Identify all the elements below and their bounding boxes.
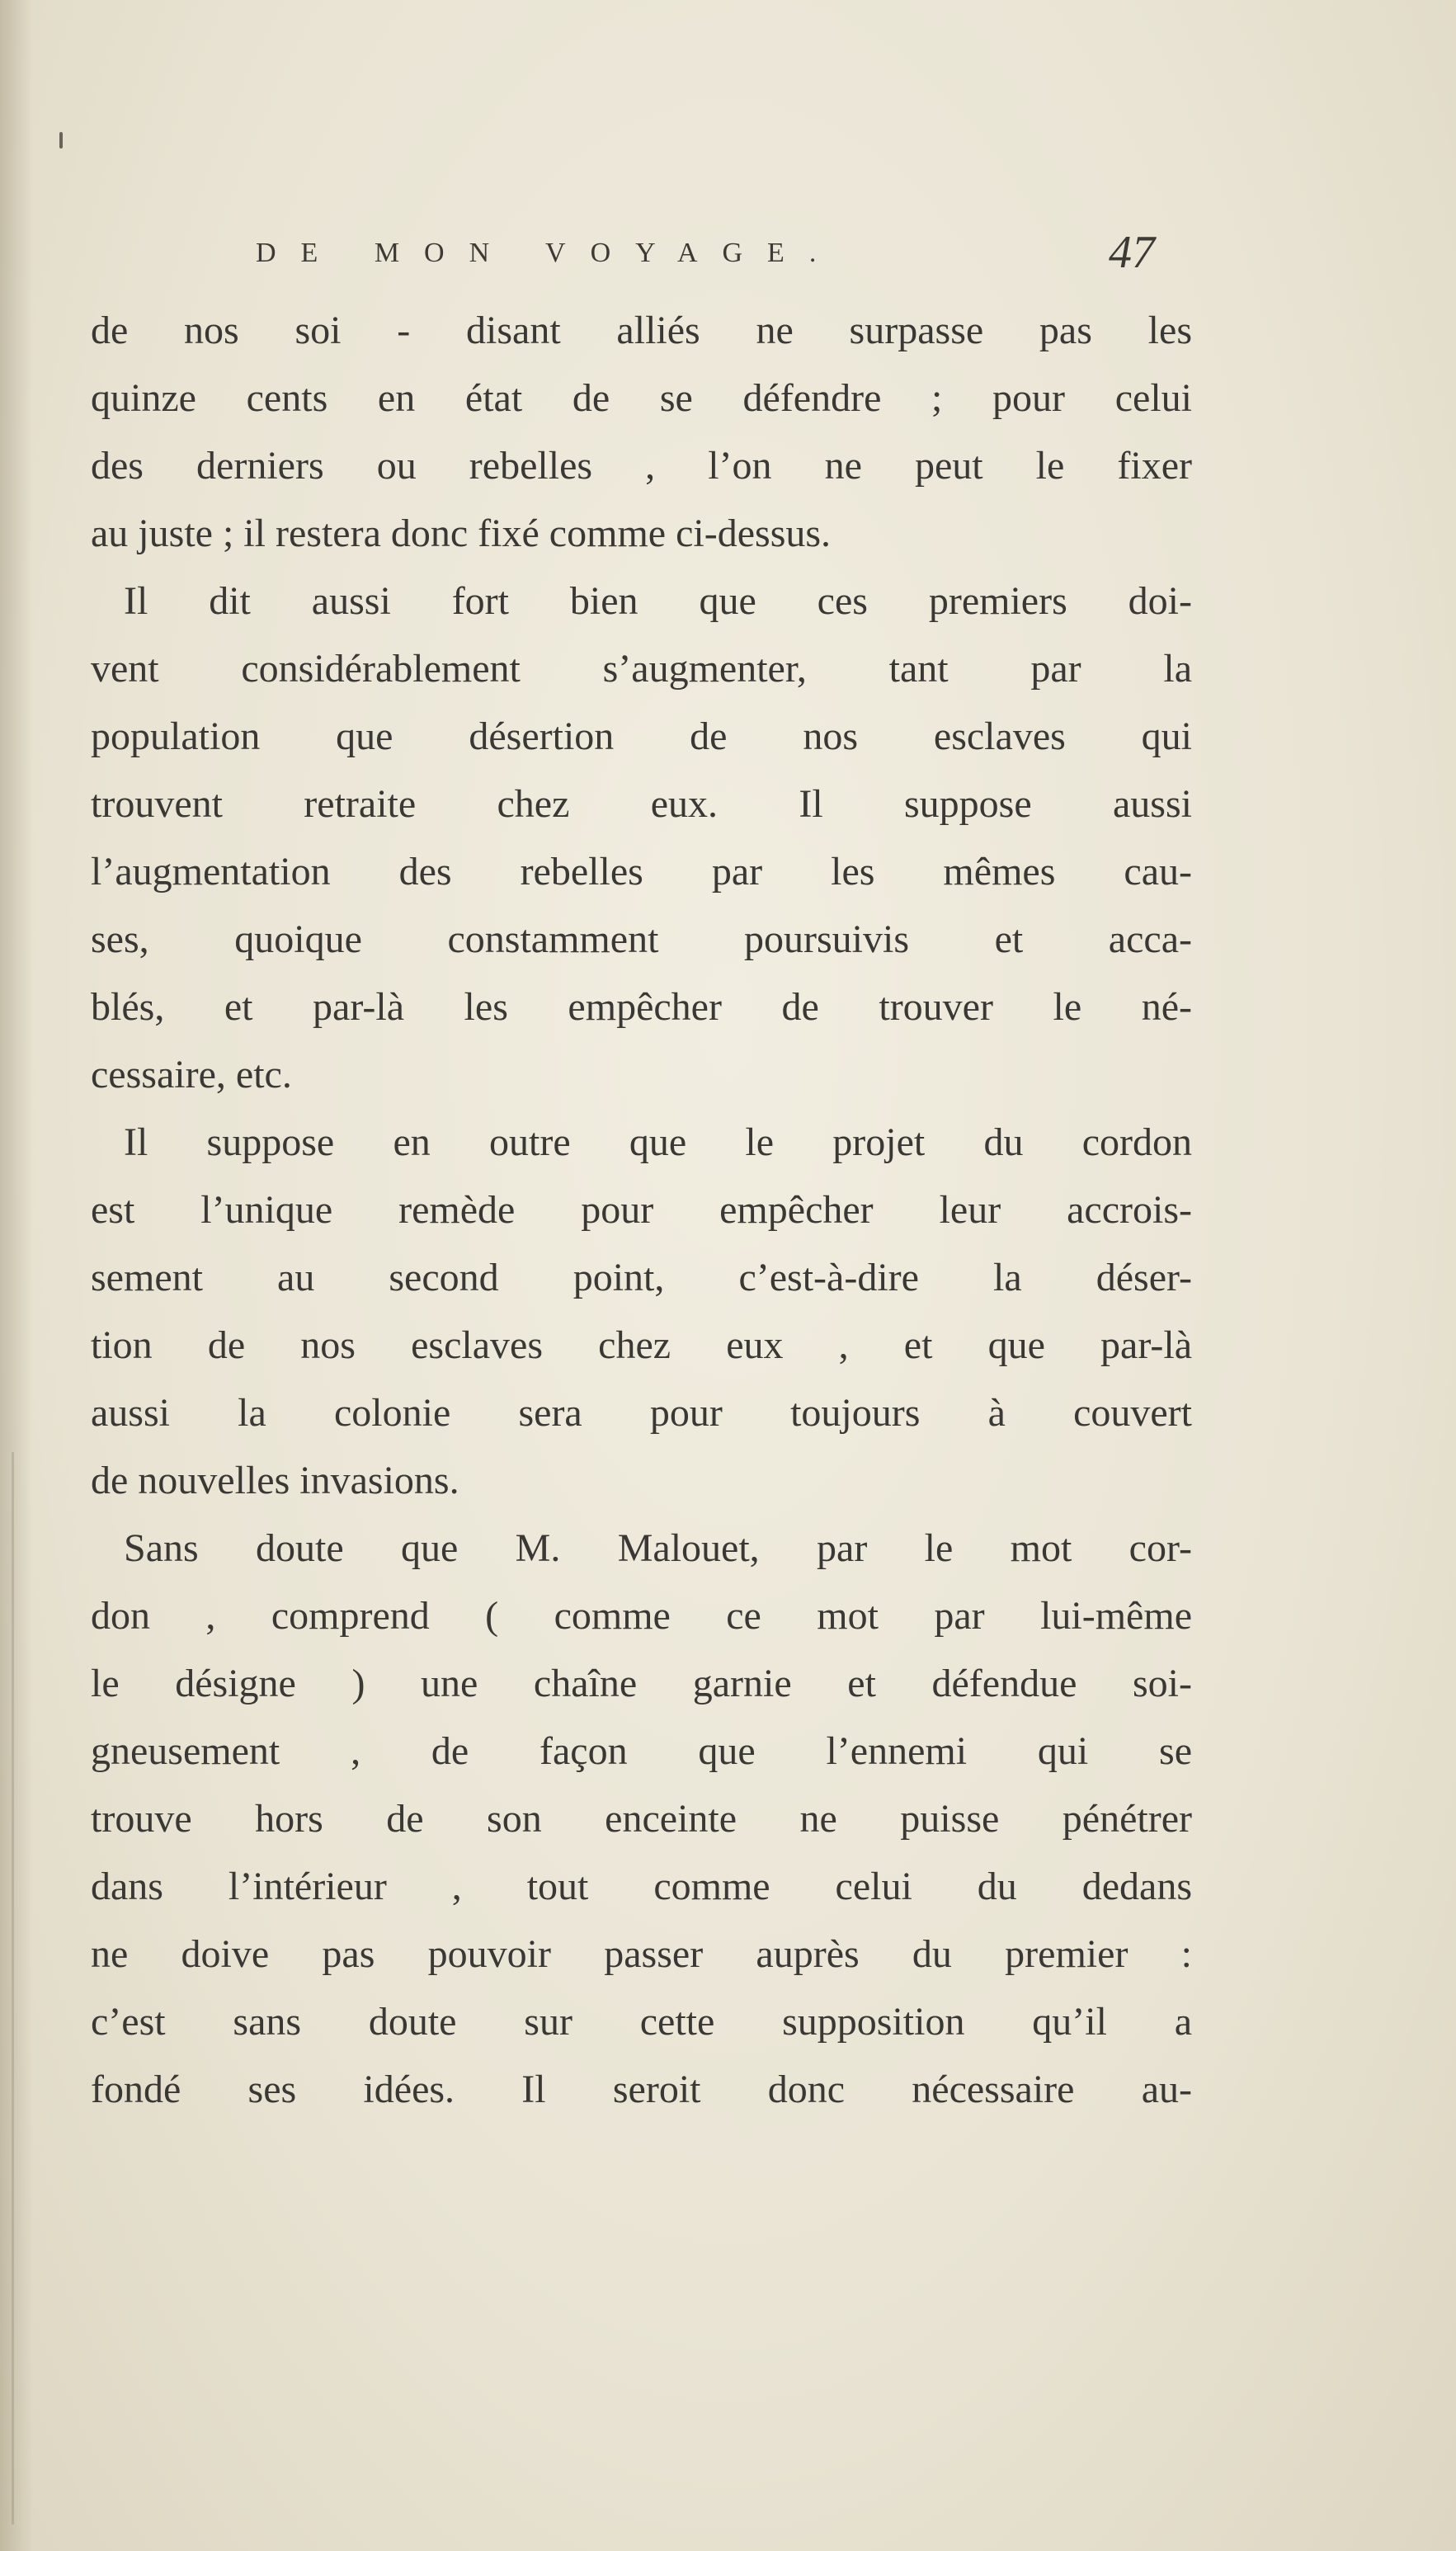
text-line: gneusement , de façon que l’ennemi qui se <box>91 1729 1192 1773</box>
ink-speck <box>59 132 63 149</box>
text-line: dans l’intérieur , tout comme celui du dedans <box>91 1865 1192 1908</box>
text-line: sement au second point, c’est-à-dire la déser- <box>91 1256 1192 1299</box>
paragraph-start-line: Il dit aussi fort bien que ces premiers doi- <box>124 579 1192 623</box>
text-line: de nos soi - disant alliés ne surpasse pas les <box>91 309 1192 352</box>
text-line: au juste ; il restera donc fixé comme ci-dessus. <box>91 512 832 555</box>
binding-shadow <box>0 0 33 2551</box>
text-line: quinze cents en état de se défendre ; pour celui <box>91 376 1192 420</box>
text-line: trouve hors de son enceinte ne puisse pénétrer <box>91 1797 1192 1841</box>
text-line: don , comprend ( comme ce mot par lui-même <box>91 1594 1192 1638</box>
running-head <box>256 229 1188 279</box>
paragraph-start-line: Il suppose en outre que le projet du cordon <box>124 1120 1192 1164</box>
text-line: aussi la colonie sera pour toujours à couvert <box>91 1391 1192 1435</box>
text-line: cessaire, etc. <box>91 1053 292 1096</box>
running-head-title: DE MON VOYAGE. <box>256 238 841 268</box>
paragraph-start-line: Sans doute que M. Malouet, par le mot cor- <box>124 1526 1192 1570</box>
text-line: ne doive pas pouvoir passer auprès du premier : <box>91 1932 1192 1976</box>
page-number: 47 <box>1109 227 1155 278</box>
text-line: des derniers ou rebelles , l’on ne peut le fixer <box>91 444 1192 488</box>
text-line: tion de nos esclaves chez eux , et que par-là <box>91 1323 1192 1367</box>
text-line: est l’unique remède pour empêcher leur accrois- <box>91 1188 1192 1232</box>
text-line: fondé ses idées. Il seroit donc nécessaire au- <box>91 2068 1192 2111</box>
text-line: trouvent retraite chez eux. Il suppose aussi <box>91 782 1192 826</box>
page-edge-line <box>12 1452 14 2525</box>
text-line: c’est sans doute sur cette supposition qu’il a <box>91 2000 1192 2044</box>
text-line: population que désertion de nos esclaves qui <box>91 714 1192 758</box>
text-line: l’augmentation des rebelles par les mêmes cau- <box>91 850 1192 894</box>
text-line: de nouvelles invasions. <box>91 1459 459 1502</box>
text-line: le désigne ) une chaîne garnie et défendue soi- <box>91 1662 1192 1705</box>
text-line: blés, et par-là les empêcher de trouver le né- <box>91 985 1192 1029</box>
text-line: ses, quoique constamment poursuivis et acca- <box>91 917 1192 961</box>
text-line: vent considérablement s’augmenter, tant par la <box>91 647 1192 691</box>
